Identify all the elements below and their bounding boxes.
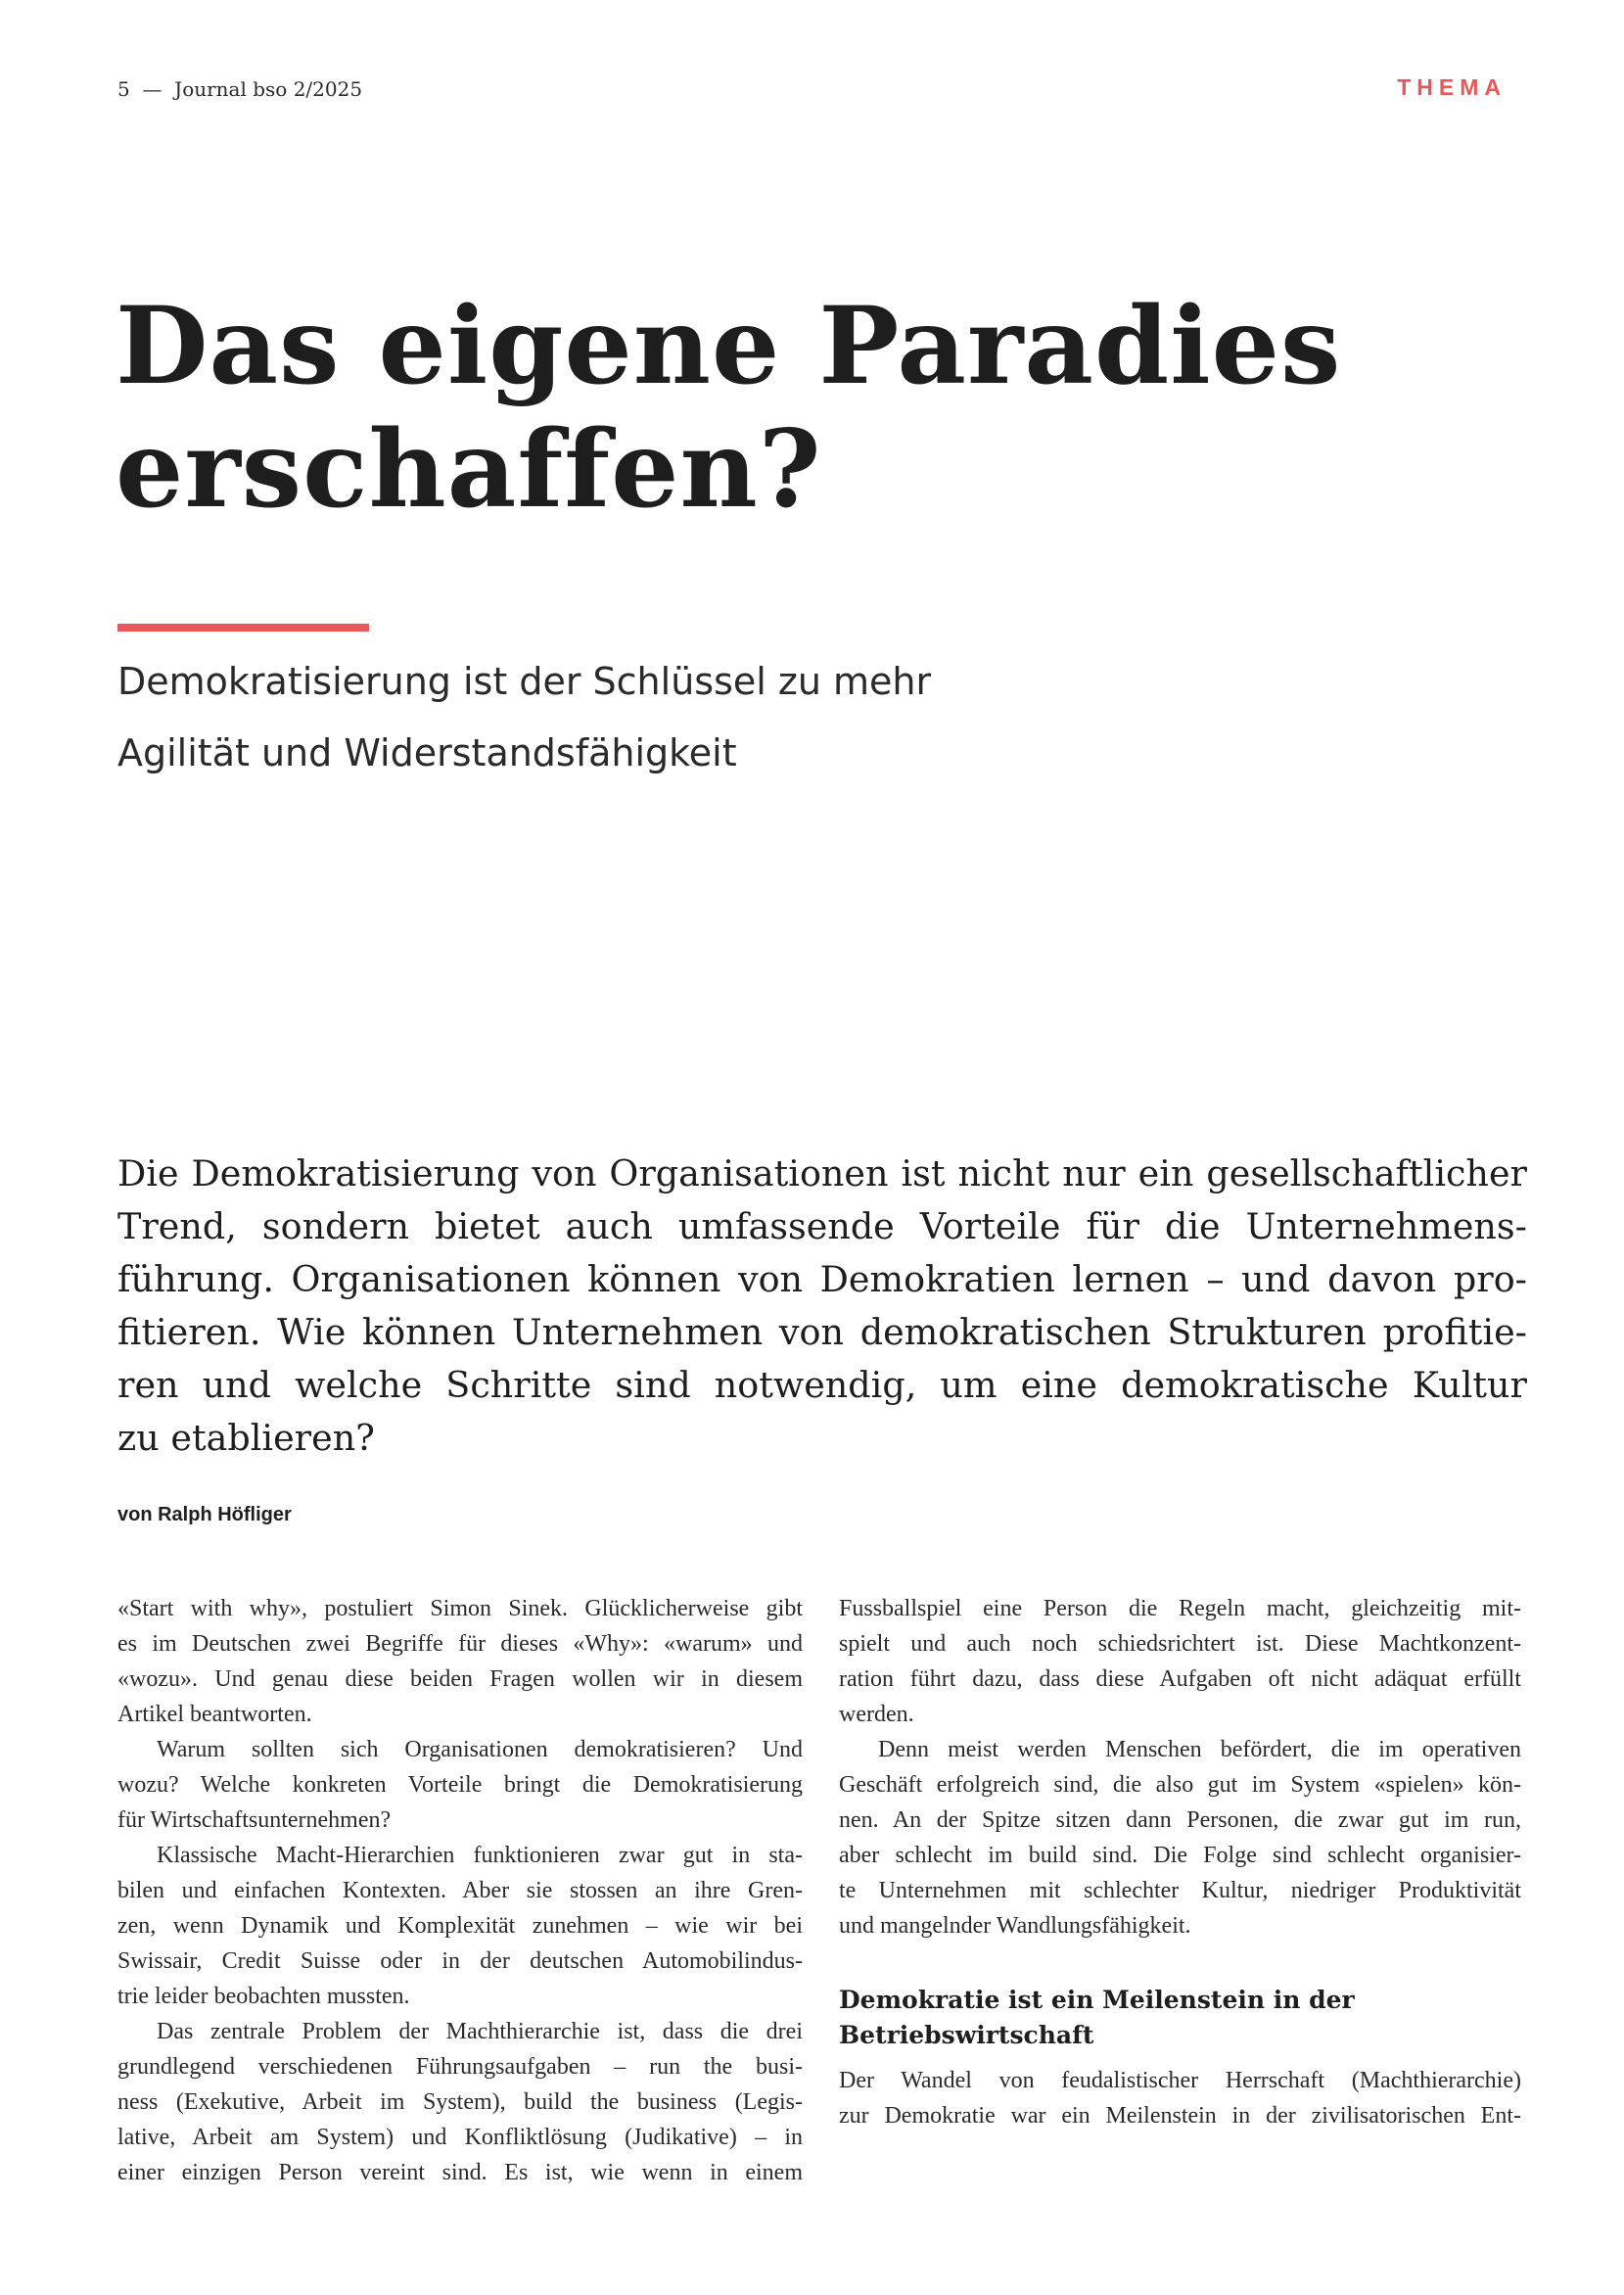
body-line: «Start with why», postuliert Simon Sinek. Glücklicherweise gibt: [117, 1596, 803, 1621]
journal-name: Journal bso 2/2025: [174, 77, 363, 101]
paragraph: [839, 1732, 1521, 1944]
paragraph: [117, 2014, 803, 2190]
article-title: [116, 284, 1515, 531]
body-line: bilen und einfachen Kontexten. Aber sie stossen an ihre Gren-: [117, 1878, 803, 1903]
section-heading-line: Demokratie ist ein Meilenstein in der: [839, 1986, 1355, 2014]
accent-divider: [117, 624, 369, 632]
paragraph: [839, 2063, 1521, 2133]
body-line: «wozu». Und genau diese beiden Fragen wollen wir in diesem: [117, 1666, 803, 1692]
body-line: Der Wandel von feudalistischer Herrschaft (Machthierarchie): [839, 2068, 1521, 2093]
lead-line: führung. Organisationen können von Demokratien lernen – und davon pro-: [117, 1258, 1527, 1300]
body-line: Artikel beantworten.: [117, 1702, 312, 1727]
body-line: Das zentrale Problem der Machthierarchie ist, dass die drei: [157, 2019, 803, 2044]
body-line: Klassische Macht-Hierarchien funktionieren zwar gut in sta-: [157, 1843, 803, 1868]
body-line: für Wirtschaftsunternehmen?: [117, 1807, 392, 1833]
lead-line: Trend, sondern bietet auch umfassende Vorteile für die Unternehmens-: [117, 1205, 1527, 1247]
body-line: einer einzigen Person vereint sind. Es ist, wie wenn in einem: [117, 2160, 803, 2185]
body-line: te Unternehmen mit schlechter Kultur, niedriger Produktivität: [839, 1878, 1521, 1903]
body-line: und mangelnder Wandlungsfähigkeit.: [839, 1913, 1191, 1939]
lead-line: zu etablieren?: [117, 1417, 375, 1459]
body-line: aber schlecht im build sind. Die Folge sind schlecht organisier-: [839, 1843, 1521, 1868]
body-line: zen, wenn Dynamik und Komplexität zunehmen – wie wir bei: [117, 1913, 803, 1939]
body-line: grundlegend verschiedenen Führungsaufgaben – run the busi-: [117, 2054, 803, 2080]
article-title-line: Das eigene Paradies: [116, 283, 1342, 408]
body-line: lative, Arbeit am System) und Konfliktlösung (Judikative) – in: [117, 2125, 803, 2150]
body-line: nen. An der Spitze sitzen dann Personen, die zwar gut im run,: [839, 1807, 1521, 1833]
lead-line: ren und welche Schritte sind notwendig, um eine demokratische Kultur: [117, 1364, 1527, 1406]
section-heading-line: Betriebswirtschaft: [839, 2021, 1094, 2049]
body-line: Geschäft erfolgreich sind, die also gut im System «spielen» kön-: [839, 1772, 1521, 1798]
subtitle-line: Demokratisierung ist der Schlüssel zu mehr: [117, 660, 932, 703]
article-title-line: erschaffen?: [116, 406, 822, 532]
paragraph: [117, 1591, 803, 1732]
paragraph: [117, 1838, 803, 2014]
paragraph: [839, 1591, 1521, 1732]
body-line: trie leider beobachten mussten.: [117, 1984, 410, 2009]
body-line: ration führt dazu, dass diese Aufgaben oft nicht adäquat erfüllt: [839, 1666, 1521, 1692]
header-separator: —: [142, 77, 162, 101]
paragraph: [117, 1732, 803, 1838]
subtitle-line: Agilität und Widerstandsfähigkeit: [117, 731, 737, 774]
body-line: Warum sollten sich Organisationen demokratisieren? Und: [157, 1737, 803, 1762]
running-header: [117, 77, 362, 101]
lead-paragraph: [117, 1148, 1527, 1465]
lead-line: Die Demokratisierung von Organisationen ist nicht nur ein gesellschaftlicher: [117, 1152, 1527, 1194]
body-line: es im Deutschen zwei Begriffe für dieses «Why»: «warum» und: [117, 1631, 803, 1657]
body-line: Fussballspiel eine Person die Regeln macht, gleichzeitig mit-: [839, 1596, 1521, 1621]
body-line: zur Demokratie war ein Meilenstein in der zivilisatorischen Ent-: [839, 2103, 1521, 2129]
body-line: wozu? Welche konkreten Vorteile bringt die Demokratisierung: [117, 1772, 803, 1798]
body-line: Denn meist werden Menschen befördert, die im operativen: [878, 1737, 1521, 1762]
section-heading: [839, 1983, 1521, 2053]
page-number: 5: [117, 77, 130, 101]
body-line: ness (Exekutive, Arbeit im System), build the business (Legis-: [117, 2089, 803, 2115]
body-line: werden.: [839, 1702, 914, 1727]
body-column-left: [117, 1591, 803, 2190]
lead-line: fitieren. Wie können Unternehmen von demokratischen Strukturen profitie-: [117, 1311, 1527, 1353]
body-line: spielt und auch noch schiedsrichtert ist. Diese Machtkonzent-: [839, 1631, 1521, 1657]
byline: von Ralph Höfliger: [117, 1504, 292, 1525]
article-subtitle: [117, 646, 1292, 789]
body-column-right: [839, 1591, 1521, 2133]
section-label: THEMA: [1397, 74, 1507, 100]
body-line: Swissair, Credit Suisse oder in der deutschen Automobilindus-: [117, 1948, 803, 1974]
